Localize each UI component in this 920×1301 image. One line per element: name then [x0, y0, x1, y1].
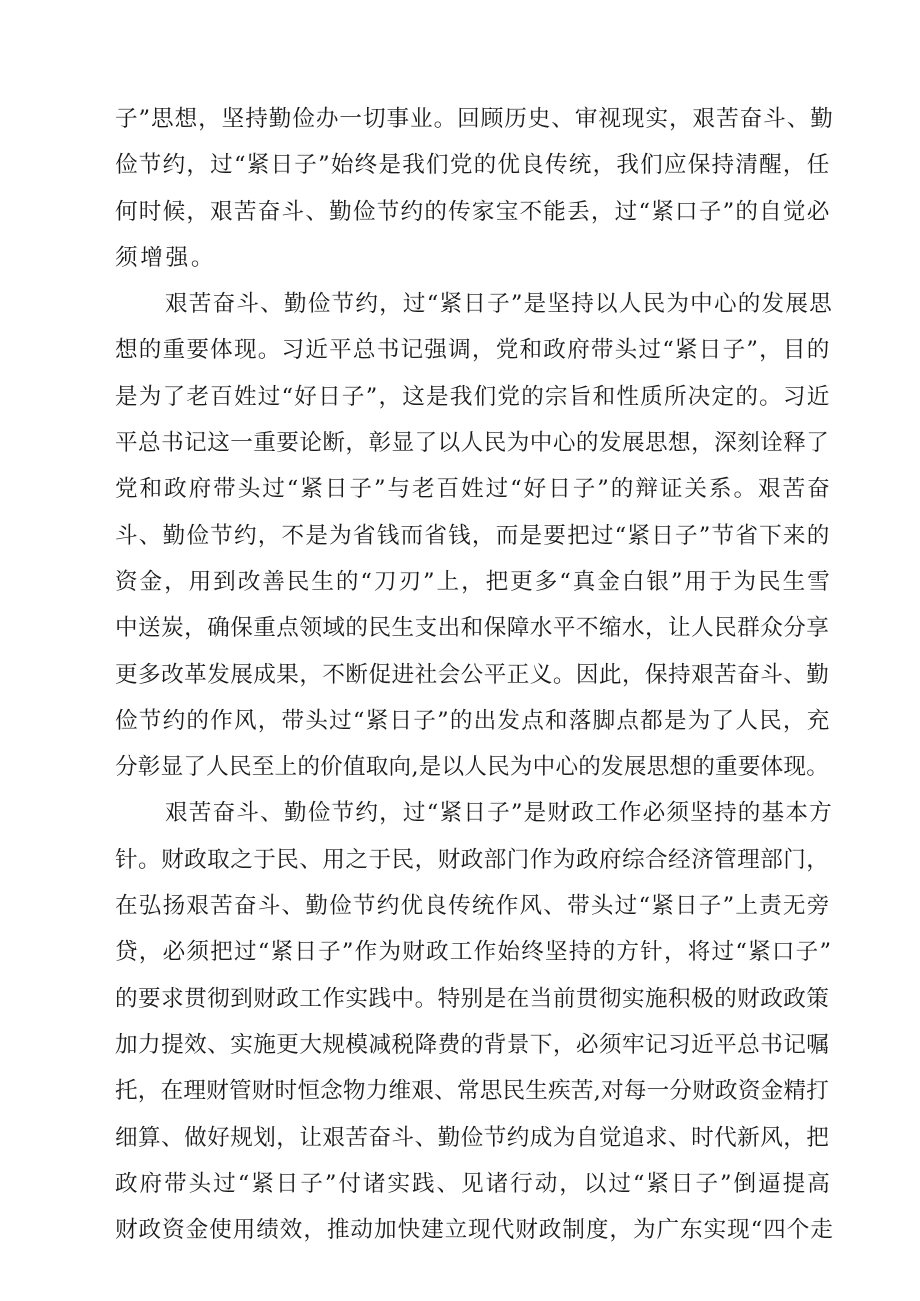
text-line-13: 更多改革发展成果，不断促进社会公平正义。因此，保持艰苦奋斗、勤 — [115, 661, 830, 688]
text-line-21: 加力提效、实施更大规模减税降费的背景下，必须牢记习近平总书记嘱 — [115, 1031, 830, 1058]
text-line-1: 子”思想，坚持勤俭办一切事业。回顾历史、审视现实，艰苦奋斗、勤 — [115, 106, 834, 132]
text-line-9: 党和政府带头过“紧日子”与老百姓过“好日子”的辩证关系。艰苦奋 — [115, 476, 832, 503]
paragraph-3-line-1: 艰苦奋斗、勤俭节约，过“紧日子”是财政工作必须坚持的基本方 — [165, 800, 833, 827]
text-line-20: 的要求贯彻到财政工作实践中。特别是在当前贯彻实施积极的财政政策 — [115, 985, 830, 1012]
text-line-25: 财政资金使用绩效，推动加快建立现代财政制度，为广东实现“四个走 — [115, 1217, 834, 1244]
text-line-10: 斗、勤俭节约，不是为省钱而省钱，而是要把过“紧日子”节省下来的 — [115, 522, 831, 549]
text-line-11: 资金，用到改善民生的“刀刃”上，把更多“真金白银”用于为民生雪 — [115, 568, 832, 595]
text-line-22: 托，在理财管财时恒念物力维艰、常思民生疾苦,对每一分财政资金精打 — [115, 1078, 829, 1105]
text-line-4: 须增强。 — [115, 244, 217, 271]
text-line-19: 贷，必须把过“紧日子”作为财政工作始终坚持的方针，将过“紧口子” — [115, 939, 833, 966]
text-line-2: 俭节约，过“紧日子”始终是我们党的优良传统，我们应保持清醒，任 — [115, 152, 831, 179]
text-line-17: 针。财政取之于民、用之于民，财政部门作为政府综合经济管理部门， — [115, 846, 830, 873]
text-line-15: 分彰显了人民至上的价值取向,是以人民为中心的发展思想的重要体现。 — [115, 754, 829, 781]
text-line-23: 细算、做好规划，让艰苦奋斗、勤俭节约成为自觉追求、时代新风，把 — [115, 1124, 830, 1151]
text-line-7: 是为了老百姓过“好日子”，这是我们党的宗旨和性质所决定的。习近 — [115, 383, 831, 410]
text-line-12: 中送炭，确保重点领域的民生支出和保障水平不缩水，让人民群众分享 — [115, 615, 830, 642]
text-line-18: 在弘扬艰苦奋斗、勤俭节约优良传统作风、带头过“紧日子”上责无旁 — [115, 893, 831, 920]
text-line-24: 政府带头过“紧日子”付诸实践、见诸行动，以过“紧日子”倒逼提高 — [115, 1170, 832, 1197]
body-text — [115, 96, 835, 1253]
text-line-6: 想的重要体现。习近平总书记强调，党和政府带头过“紧日子”，目的 — [115, 337, 831, 364]
text-line-3: 何时候，艰苦奋斗、勤俭节约的传家宝不能丢，过“紧口子”的自觉必 — [115, 198, 831, 225]
paragraph-2-line-1: 艰苦奋斗、勤俭节约，过“紧日子”是坚持以人民为中心的发展思 — [165, 291, 833, 318]
text-line-14: 俭节约的作风，带头过“紧日子”的出发点和落脚点都是为了人民，充 — [115, 707, 831, 734]
text-line-8: 平总书记这一重要论断，彰显了以人民为中心的发展思想，深刻诠释了 — [115, 430, 830, 457]
